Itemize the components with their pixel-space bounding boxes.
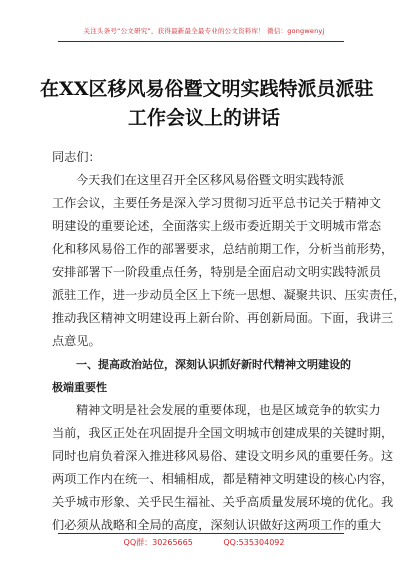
paragraph-line: 明建设的重要论述，全面落实上级市委近期关于文明城市常态	[52, 219, 382, 233]
header-note: 关注头条号“公文研究”，获得最新最全最专业的公文资料库！ 微信：gongwenyj	[83, 27, 325, 35]
footer-qq: QQ:535304092	[223, 538, 285, 547]
paragraph-line: 派驻工作，进一步动员全区上下统一思想、凝聚共识、压实责任，	[52, 288, 406, 302]
paragraph-line: 今天我们在这里召开全区移风易俗暨文明实践特派	[76, 173, 345, 187]
paragraph-line: 工作会议，主要任务是深入学习贯彻习近平总书记关于精神文	[52, 196, 382, 210]
paragraph-line: 们必须从战略和全局的高度，深刻认识做好这两项工作的重大	[52, 518, 382, 532]
document-body	[52, 146, 406, 537]
paragraph-line: 两项工作内在统一、相辅相成，都是精神文明建设的核心内容，	[52, 472, 394, 486]
paragraph-line: 关乎城市形象、关乎民生福祉、关乎高质量发展环境的优化。我	[52, 495, 394, 509]
section-heading-line: 一、提高政治站位，深刻认识抓好新时代精神文明建设的	[76, 358, 351, 371]
salutation: 同志们：	[52, 150, 101, 164]
header-divider	[58, 41, 344, 42]
footer-divider	[58, 533, 344, 534]
paragraph-line: 安排部署下一阶段重点任务，特别是全面启动文明实践特派员	[52, 265, 382, 279]
footer	[0, 537, 408, 548]
section-heading-line: 极端重要性	[52, 381, 107, 394]
footer-qq-group: QQ群：30265665	[123, 538, 193, 547]
paragraph-line: 点意见。	[52, 334, 101, 348]
title-line-1: 在XX区移风易俗暨文明实践特派员派驻	[40, 78, 374, 100]
paragraph-line: 当前，我区正处在巩固提升全国文明城市创建成果的关键时期，	[52, 426, 394, 440]
title-line-2: 工作会议上的讲话	[127, 107, 280, 129]
paragraph-line: 推动我区精神文明建设再上新台阶、再创新局面。下面，我讲三	[52, 311, 394, 325]
paragraph-line: 化和移风易俗工作的部署要求，总结前期工作，分析当前形势，	[52, 242, 394, 256]
paragraph-line: 同时也肩负着深入推进移风易俗、建设文明乡风的重要任务。这	[52, 449, 394, 463]
document-title	[40, 75, 374, 133]
paragraph-line: 精神文明是社会发展的重要体现，也是区域竞争的软实力	[76, 403, 381, 417]
